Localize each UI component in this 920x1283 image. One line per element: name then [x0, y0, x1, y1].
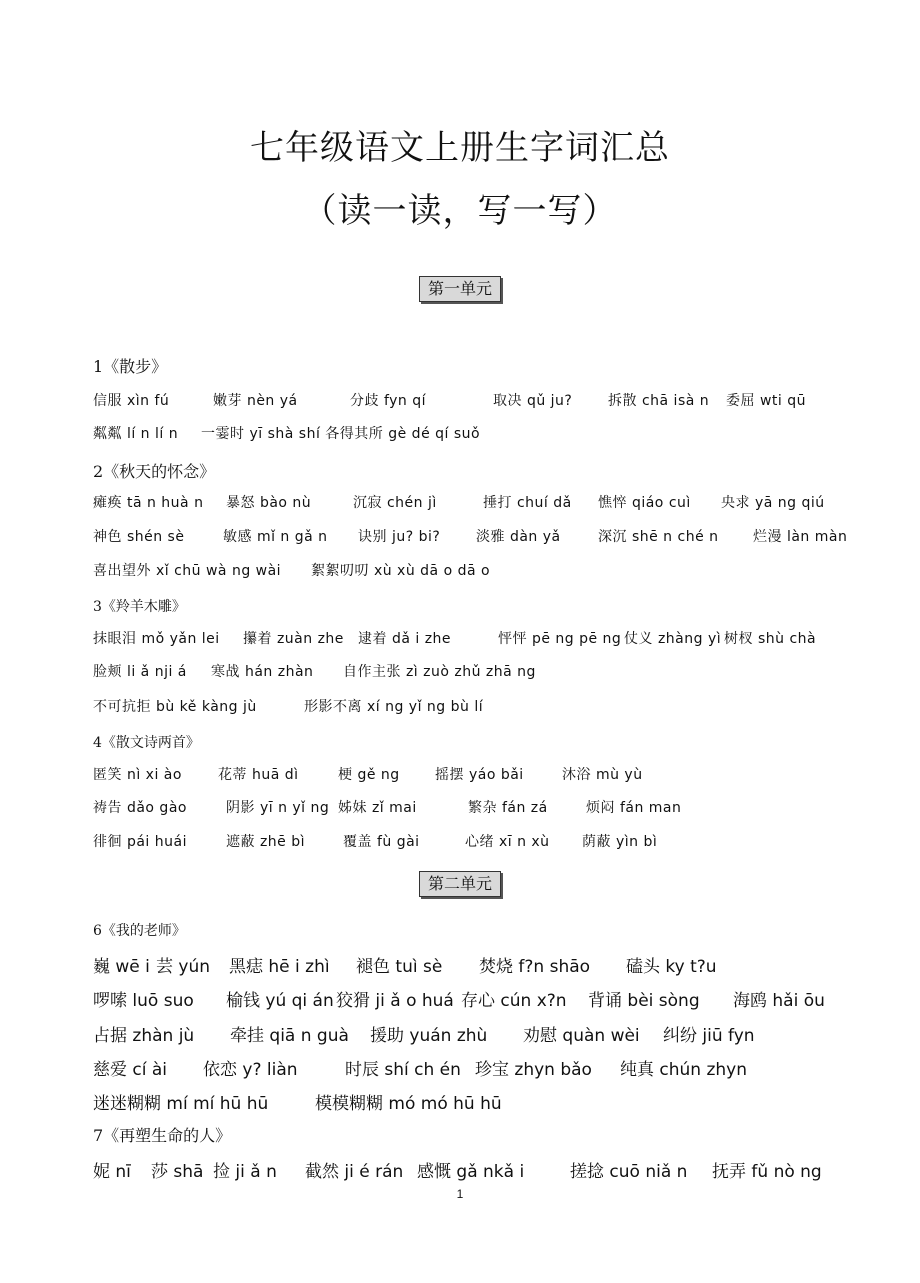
vocab-item: 逮着 dǎ i zhe — [358, 631, 452, 647]
vocab-item: 敏感 mǐ n gǎ n — [223, 529, 328, 545]
vocab-item: 慈爱 cí ài — [93, 1060, 168, 1080]
vocab-item: 搓捻 cuō niǎ n — [570, 1162, 688, 1182]
vocab-row — [93, 492, 838, 512]
vocab-item: 感慨 gǎ nkǎ i — [417, 1162, 525, 1182]
vocab-item: 树杈 shù chà — [724, 631, 817, 647]
vocab-row — [93, 1089, 838, 1114]
vocab-item: 海鸥 hǎi ōu — [733, 991, 825, 1011]
vocab-item: 拆散 chā isà n — [608, 393, 710, 409]
vocab-item: 信服 xìn fú — [93, 393, 170, 409]
vocab-item: 时辰 shí ch én — [345, 1060, 461, 1080]
vocab-row — [93, 560, 838, 580]
vocab-item: 深沉 shē n ché n — [598, 529, 719, 545]
vocab-item: 褪色 tuì sè — [356, 957, 443, 977]
vocab-item: 不可抗拒 bù kě kàng jù — [93, 699, 257, 715]
vocab-item: 抹眼泪 mǒ yǎn lei — [93, 631, 220, 647]
vocab-item: 迷迷糊糊 mí mí hū hū — [93, 1094, 269, 1114]
vocab-item: 徘徊 pái huái — [93, 834, 187, 850]
vocab-row — [93, 526, 848, 546]
vocab-item: 莎 shā — [151, 1162, 204, 1182]
vocab-item: 烂漫 làn màn — [753, 529, 848, 545]
vocab-item: 磕头 ky t?u — [626, 957, 717, 977]
unit-1-label: 第一单元 — [419, 276, 501, 302]
vocab-item: 纯真 chún zhyn — [620, 1060, 748, 1080]
unit-2-label: 第二单元 — [419, 871, 501, 897]
vocab-item: 捡 ji ǎ n — [213, 1162, 277, 1182]
vocab-item: 絮絮叨叨 xù xù dā o dā o — [311, 563, 491, 579]
vocab-item: 花蒂 huā dì — [218, 767, 299, 783]
vocab-item: 芸 yún — [156, 957, 211, 977]
vocab-item: 粼粼 lí n lí n — [93, 426, 179, 442]
vocab-item: 繁杂 fán zá — [468, 800, 548, 816]
vocab-item: 抚弄 fǔ nò ng — [712, 1162, 822, 1182]
lesson-3-heading: 3《羚羊木雕》 — [93, 599, 186, 615]
vocab-row — [93, 1157, 838, 1182]
vocab-item: 截然 ji é rán — [305, 1162, 404, 1182]
vocab-item: 阴影 yī n yǐ ng — [226, 800, 330, 816]
vocab-item: 沐浴 mù yù — [562, 767, 643, 783]
vocab-row — [93, 390, 838, 410]
vocab-item: 狡猾 ji ǎ o huá — [336, 991, 454, 1011]
vocab-item: 遮蔽 zhē bì — [226, 834, 306, 850]
vocab-item: 珍宝 zhyn bǎo — [475, 1060, 592, 1080]
vocab-item: 寒战 hán zhàn — [211, 664, 314, 680]
page-title: 七年级语文上册生字词汇总 — [250, 128, 670, 168]
vocab-row — [93, 764, 838, 784]
page-subtitle: （读一读，写一写） — [302, 191, 618, 231]
vocab-item: 祷告 dǎo gào — [93, 800, 187, 816]
page-number: 1 — [456, 1187, 464, 1201]
vocab-row — [93, 1055, 838, 1080]
vocab-row — [93, 661, 838, 681]
vocab-item: 攥着 zuàn zhe — [243, 631, 344, 647]
vocab-item: 喜出望外 xǐ chū wà ng wài — [93, 563, 282, 579]
vocab-item: 巍 wē i — [93, 957, 150, 977]
vocab-item: 诀别 ju? bi? — [358, 529, 441, 545]
vocab-item: 暴怒 bào nù — [226, 495, 312, 511]
vocab-item: 纠纷 jiū fyn — [663, 1026, 755, 1046]
vocab-item: 焚烧 f?n shāo — [479, 957, 591, 977]
vocab-item: 捶打 chuí dǎ — [483, 495, 572, 511]
vocab-item: 委屈 wti qū — [726, 393, 806, 409]
vocab-item: 黑痣 hē i zhì — [229, 957, 330, 977]
lesson-6-heading: 6《我的老师》 — [93, 923, 186, 939]
vocab-row — [93, 696, 838, 716]
vocab-item: 脸颊 li ǎ nji á — [93, 664, 187, 680]
vocab-item: 援助 yuán zhù — [370, 1026, 488, 1046]
vocab-row — [93, 831, 838, 851]
vocab-item: 姊妹 zǐ mai — [338, 800, 417, 816]
vocab-item: 占据 zhàn jù — [93, 1026, 195, 1046]
vocab-item: 怦怦 pē ng pē ng — [498, 631, 622, 647]
vocab-item: 沉寂 chén jì — [353, 495, 437, 511]
vocab-item: 仗义 zhàng yì — [624, 631, 722, 647]
vocab-item: 匿笑 nì xi ào — [93, 767, 182, 783]
lesson-2-heading: 2《秋天的怀念》 — [93, 462, 216, 481]
vocab-row — [93, 1021, 838, 1046]
vocab-item: 形影不离 xí ng yǐ ng bù lí — [304, 699, 484, 715]
vocab-item: 取决 qǔ ju? — [493, 393, 573, 409]
vocab-item: 模模糊糊 mó mó hū hū — [315, 1094, 502, 1114]
lesson-4-heading: 4《散文诗两首》 — [93, 735, 200, 751]
vocab-item: 梗 gě ng — [338, 767, 400, 783]
vocab-row — [93, 423, 838, 443]
vocab-item: 央求 yā ng qiú — [721, 495, 825, 511]
vocab-row — [93, 952, 838, 977]
lesson-7-heading: 7《再塑生命的人》 — [93, 1126, 232, 1145]
vocab-item: 依恋 y? liàn — [203, 1060, 298, 1080]
vocab-item: 摇摆 yáo bǎi — [435, 767, 524, 783]
vocab-item: 自作主张 zì zuò zhǔ zhā ng — [343, 664, 536, 680]
vocab-item: 牵挂 qiā n guà — [230, 1026, 349, 1046]
vocab-item: 瘫痪 tā n huà n — [93, 495, 204, 511]
vocab-item: 啰嗦 luō suo — [93, 991, 194, 1011]
vocab-row — [93, 628, 838, 648]
vocab-item: 背诵 bèi sòng — [588, 991, 700, 1011]
vocab-item: 存心 cún x?n — [461, 991, 567, 1011]
vocab-item: 妮 nī — [93, 1162, 131, 1182]
vocab-item: 嫩芽 nèn yá — [213, 393, 298, 409]
vocab-item: 覆盖 fù gài — [343, 834, 420, 850]
vocab-item: 荫蔽 yìn bì — [582, 834, 658, 850]
vocab-item: 心绪 xī n xù — [465, 834, 550, 850]
vocab-item: 一霎时 yī shà shí 各得其所 gè dé qí suǒ — [201, 426, 481, 442]
lesson-1-heading: 1《散步》 — [93, 357, 168, 376]
vocab-item: 憔悴 qiáo cuì — [598, 495, 691, 511]
vocab-row — [93, 986, 838, 1011]
vocab-item: 劝慰 quàn wèi — [523, 1026, 640, 1046]
vocab-item: 分歧 fyn qí — [350, 393, 427, 409]
vocab-item: 烦闷 fán man — [586, 800, 682, 816]
vocab-item: 神色 shén sè — [93, 529, 185, 545]
vocab-row — [93, 797, 838, 817]
vocab-item: 榆钱 yú qi án — [226, 991, 334, 1011]
vocab-item: 淡雅 dàn yǎ — [476, 529, 561, 545]
